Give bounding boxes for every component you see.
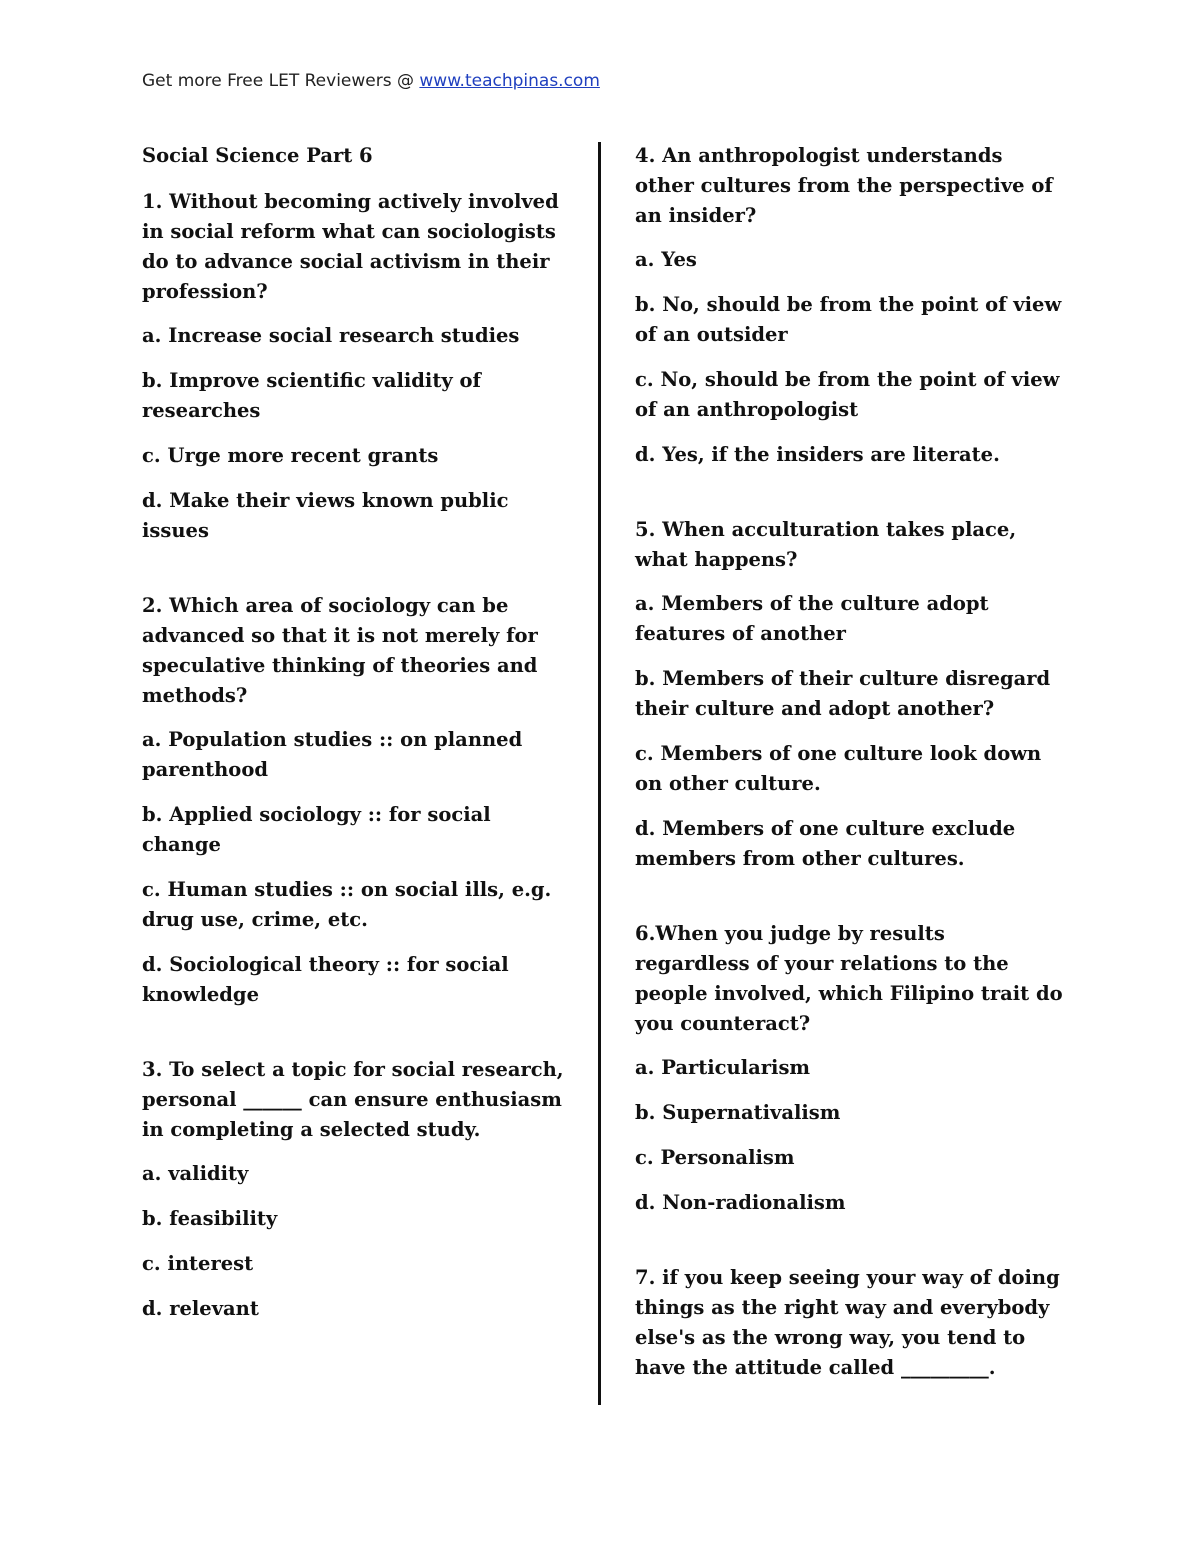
option-c: c. Urge more recent grants [142, 444, 439, 467]
question-6 [635, 919, 1065, 1218]
question-text: 5. When acculturation takes place, what happens? [635, 518, 1017, 571]
right-column [635, 141, 1065, 1397]
option-b: b. Supernativalism [635, 1101, 841, 1124]
document-title: Social Science Part 6 [142, 144, 373, 167]
question-7 [635, 1263, 1065, 1383]
option-c: c. Members of one culture look down on other culture. [635, 742, 1042, 795]
option-b: b. Applied sociology :: for social change [142, 803, 491, 856]
option-a: a. Increase social research studies [142, 324, 520, 347]
option-d: d. Non-radionalism [635, 1191, 846, 1214]
question-1 [142, 187, 572, 546]
option-c: c. interest [142, 1252, 254, 1275]
question-text: 3. To select a topic for social research, personal ______ can ensure enthusiasm in completing a selected study. [142, 1058, 564, 1141]
option-d: d. Members of one culture exclude members from other cultures. [635, 817, 1016, 870]
question-4 [635, 141, 1065, 470]
option-c: c. Personalism [635, 1146, 795, 1169]
left-column [142, 141, 572, 1339]
option-a: a. Members of the culture adopt features of another [635, 592, 989, 645]
question-3 [142, 1055, 572, 1324]
option-d: d. Make their views known public issues [142, 489, 509, 542]
question-text: 1. Without becoming actively involved in social reform what can sociologists do to advance social activism in their profession? [142, 190, 559, 303]
option-b: b. No, should be from the point of view of an outsider [635, 293, 1062, 346]
question-text: 2. Which area of sociology can be advanced so that it is not merely for speculative thinking of theories and methods? [142, 594, 538, 707]
option-b: b. feasibility [142, 1207, 278, 1230]
header-text: Get more Free LET Reviewers @ [142, 71, 420, 91]
column-divider [598, 142, 601, 1405]
option-d: d. relevant [142, 1297, 259, 1320]
page-header [142, 71, 600, 91]
question-text: 7. if you keep seeing your way of doing things as the right way and everybody else's as the wrong way, you tend to have the attitude called _________. [635, 1266, 1060, 1379]
option-c: c. No, should be from the point of view of an anthropologist [635, 368, 1060, 421]
option-a: a. Yes [635, 248, 697, 271]
option-b: b. Members of their culture disregard their culture and adopt another? [635, 667, 1051, 720]
option-a: a. validity [142, 1162, 249, 1185]
question-text: 4. An anthropologist understands other cultures from the perspective of an insider? [635, 144, 1053, 227]
question-2 [142, 591, 572, 1010]
option-b: b. Improve scientific validity of researches [142, 369, 481, 422]
option-d: d. Yes, if the insiders are literate. [635, 443, 1000, 466]
option-a: a. Population studies :: on planned parenthood [142, 728, 523, 781]
header-link[interactable]: www.teachpinas.com [419, 71, 600, 91]
option-d: d. Sociological theory :: for social knowledge [142, 953, 509, 1006]
option-c: c. Human studies :: on social ills, e.g. drug use, crime, etc. [142, 878, 552, 931]
option-a: a. Particularism [635, 1056, 811, 1079]
question-text: 6.When you judge by results regardless of your relations to the people involved, which Filipino trait do you counteract? [635, 922, 1063, 1035]
question-5 [635, 515, 1065, 874]
